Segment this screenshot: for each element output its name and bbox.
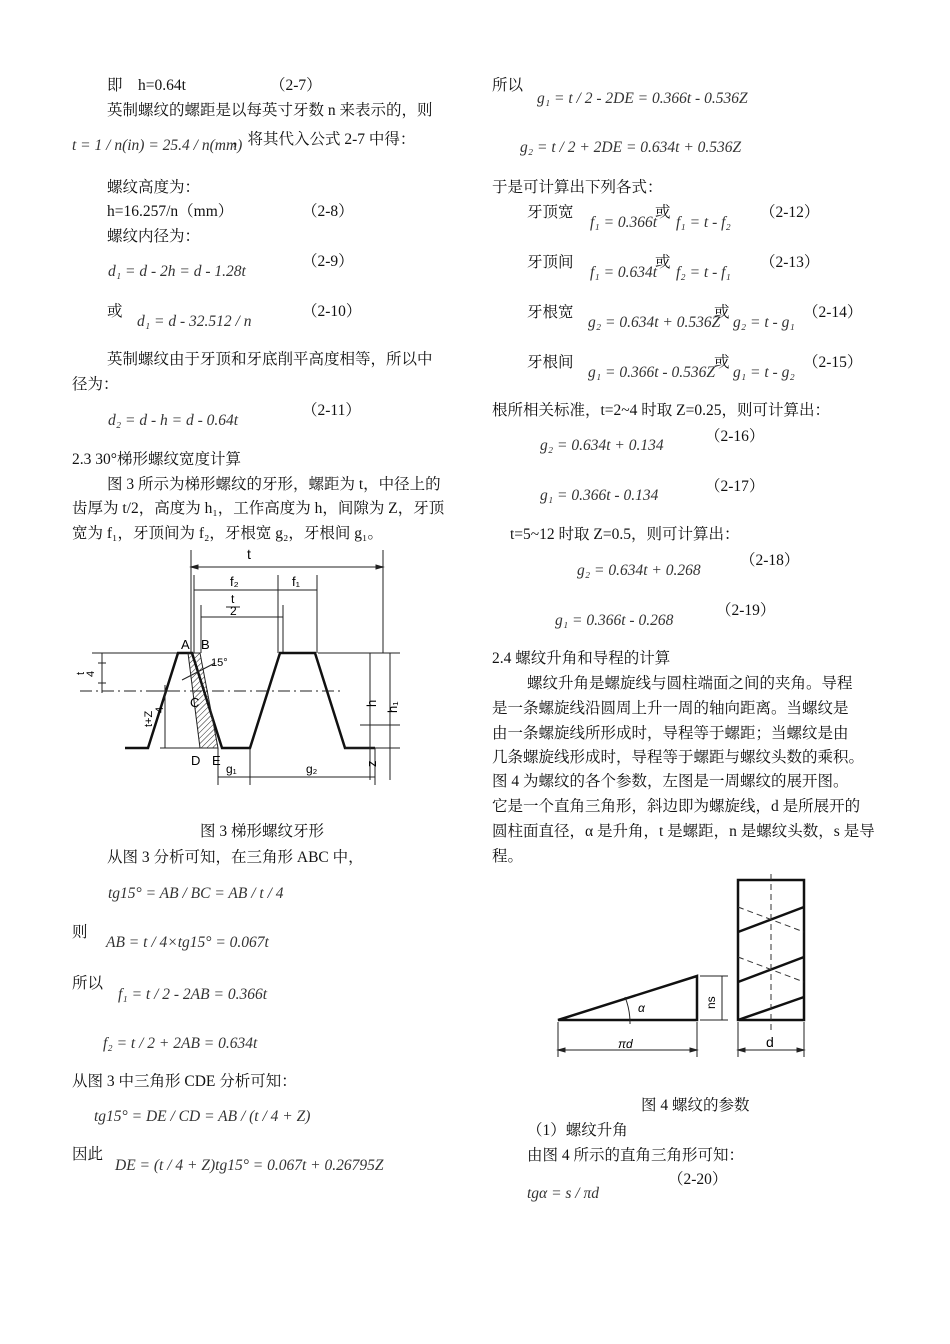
body-text: 所以 bbox=[72, 975, 104, 992]
body-text: 或 bbox=[655, 254, 671, 271]
eq-number: （2-18） bbox=[740, 552, 800, 569]
fig3-label-D: D bbox=[191, 753, 201, 768]
body-text: 几条螺旋线形成时，导程等于螺距与螺纹头数的乘积。 bbox=[492, 749, 865, 766]
equation: g₂ = 0.634t + 0.134 bbox=[540, 437, 664, 454]
body-text: 英制螺纹的螺距是以每英寸牙数 n 来表示的，则 bbox=[107, 102, 433, 119]
thread-parameters-figure bbox=[550, 872, 825, 1062]
body-text: 根所相关标准，t=2~4 时取 Z=0.25，则可计算出： bbox=[492, 402, 831, 419]
equation: g₁ = 0.366t - 0.134 bbox=[540, 487, 659, 504]
body-text: 或 bbox=[107, 303, 123, 320]
fig3-label-t: t bbox=[247, 546, 251, 562]
body-text: 则 bbox=[72, 924, 88, 941]
fig3-label-t4-num: t bbox=[75, 671, 87, 675]
body-text: 程。 bbox=[492, 848, 524, 865]
equation: f₂ = t / 2 + 2AB = 0.634t bbox=[103, 1035, 258, 1052]
row-label: 牙根间 bbox=[527, 354, 574, 371]
body-text: 圆柱面直径，α 是升角，t 是螺距，n 是螺纹头数，s 是导 bbox=[492, 823, 875, 840]
eq-number: （2-12） bbox=[760, 204, 820, 221]
fig3-label-f1: f₁ bbox=[292, 574, 300, 589]
fig3-label-A: A bbox=[181, 637, 190, 652]
fig4-label-pid: πd bbox=[618, 1037, 633, 1051]
body-text: 图 4 为螺纹的各个参数，左图是一周螺纹的展开图。 bbox=[492, 773, 849, 790]
body-text: 所以 bbox=[492, 77, 524, 94]
eq-number: （2-15） bbox=[803, 354, 863, 371]
trapezoidal-thread-figure bbox=[70, 545, 400, 790]
body-text: 径为： bbox=[72, 376, 119, 393]
equation: d₁ = d - 32.512 / n bbox=[137, 313, 252, 330]
figure-caption: 图 4 螺纹的参数 bbox=[641, 1097, 750, 1114]
body-text: ，将其代入公式 2-7 中得： bbox=[232, 131, 416, 148]
section-heading: 2.4 螺纹升角和导程的计算 bbox=[492, 650, 671, 667]
eq-number: （2-19） bbox=[716, 602, 776, 619]
body-text: 图 3 所示为梯形螺纹的牙形，螺距为 t，中径上的 bbox=[107, 476, 441, 493]
equation: g₁ = 0.366t - 0.268 bbox=[555, 612, 674, 629]
row-label: 牙顶间 bbox=[527, 254, 574, 271]
fig4-label-ns: ns bbox=[704, 996, 718, 1009]
equation: f₁ = 0.366t bbox=[590, 214, 658, 231]
eq-number: （2-8） bbox=[302, 203, 354, 220]
fig3-label-h: h bbox=[364, 699, 379, 707]
eq-number: （2-11） bbox=[302, 402, 361, 419]
equation: d₂ = d - h = d - 0.64t bbox=[108, 412, 239, 429]
equation: f₂ = t - f₁ bbox=[676, 264, 731, 281]
body-text: 英制螺纹由于牙顶和牙底削平高度相等，所以中 bbox=[107, 351, 433, 368]
equation: g₂ = t - g₁ bbox=[733, 314, 795, 331]
equation: g₂ = t / 2 + 2DE = 0.634t + 0.536Z bbox=[520, 139, 742, 156]
fig4-label-alpha: α bbox=[638, 1001, 645, 1015]
equation: f₁ = 0.634t bbox=[590, 264, 658, 281]
equation: g₁ = t - g₂ bbox=[733, 364, 795, 381]
row-label: 牙根宽 bbox=[527, 304, 574, 321]
section-heading: 2.3 30°梯形螺纹宽度计算 bbox=[72, 451, 241, 468]
body-text: 或 bbox=[714, 354, 730, 371]
body-text: 螺纹内径为： bbox=[107, 228, 201, 245]
fig3-label-t4z-den: 4 bbox=[154, 706, 166, 713]
body-text: 于是可计算出下列各式： bbox=[492, 179, 663, 196]
fig3-label-B: B bbox=[201, 637, 210, 652]
eq-number: （2-13） bbox=[760, 254, 820, 271]
body-text: 或 bbox=[655, 204, 671, 221]
eq-number: （2-16） bbox=[705, 428, 765, 445]
fig3-label-h1: h₁ bbox=[385, 701, 400, 713]
fig3-label-f2: f₂ bbox=[230, 574, 239, 589]
fig3-label-g1: g₁ bbox=[226, 762, 237, 776]
body-text: 从图 3 中三角形 CDE 分析可知： bbox=[72, 1073, 297, 1090]
equation: DE = (t / 4 + Z)tg15° = 0.067t + 0.26795Z bbox=[115, 1157, 384, 1174]
fig3-label-E: E bbox=[212, 753, 221, 768]
equation: t = 1 / n(in) = 25.4 / n(mm) bbox=[72, 137, 243, 154]
figure-caption: 图 3 梯形螺纹牙形 bbox=[200, 823, 325, 840]
equation: d₁ = d - 2h = d - 1.28t bbox=[108, 263, 246, 280]
eq-number: （2-14） bbox=[803, 304, 863, 321]
body-text: 因此 bbox=[72, 1146, 104, 1163]
equation: g₁ = 0.366t - 0.536Z bbox=[588, 364, 715, 381]
equation: g₁ = t / 2 - 2DE = 0.366t - 0.536Z bbox=[537, 90, 748, 107]
body-text: 从图 3 分析可知，在三角形 ABC 中， bbox=[107, 849, 364, 866]
fig3-label-t2-den: 2 bbox=[230, 604, 237, 618]
equation: tg15° = AB / BC = AB / t / 4 bbox=[108, 885, 284, 902]
body-text: 宽为 f₁，牙顶间为 f₂，牙根宽 g₂，牙根间 g₁。 bbox=[72, 525, 383, 542]
equation: g₂ = 0.634t + 0.268 bbox=[577, 562, 701, 579]
eq-number: （2-9） bbox=[302, 253, 354, 270]
fig3-label-g2: g₂ bbox=[306, 762, 318, 776]
equation: g₂ = 0.634t + 0.536Z bbox=[588, 314, 721, 331]
body-text: 螺纹高度为： bbox=[107, 179, 201, 196]
body-text: 螺纹升角是螺旋线与圆柱端面之间的夹角。导程 bbox=[527, 675, 853, 692]
body-text: 由图 4 所示的直角三角形可知： bbox=[527, 1147, 745, 1164]
fig3-label-C: C bbox=[190, 695, 200, 710]
body-text: 齿厚为 t/2，高度为 h₁，工作高度为 h，间隙为 Z，牙顶 bbox=[72, 500, 445, 517]
row-label: 牙顶宽 bbox=[527, 204, 574, 221]
body-text: 由一条螺旋线所形成时，导程等于螺距；当螺纹是由 bbox=[492, 725, 849, 742]
eq-line: h=16.257/n（mm） bbox=[107, 203, 234, 220]
fig3-label-z: z bbox=[364, 760, 379, 767]
equation: f₁ = t / 2 - 2AB = 0.366t bbox=[118, 986, 268, 1003]
eq-number: （2-20） bbox=[668, 1171, 728, 1188]
fig3-label-t4-den: 4 bbox=[85, 670, 97, 677]
eq-number: （2-7） bbox=[270, 77, 322, 94]
fig3-label-t2-num: t bbox=[231, 592, 235, 606]
equation: tg15° = DE / CD = AB / (t / 4 + Z) bbox=[94, 1108, 311, 1125]
body-text: 它是一个直角三角形，斜边即为螺旋线，d 是所展开的 bbox=[492, 798, 861, 815]
fig3-label-t4z: t+Z bbox=[143, 710, 155, 727]
subsection-heading: （1）螺纹升角 bbox=[527, 1122, 628, 1139]
equation: AB = t / 4×tg15° = 0.067t bbox=[106, 934, 269, 951]
body-text: 或 bbox=[714, 304, 730, 321]
eq-line-h: 即 h=0.64t bbox=[107, 77, 186, 94]
fig3-label-15deg: 15° bbox=[211, 657, 228, 669]
eq-number: （2-17） bbox=[705, 478, 765, 495]
body-text: t=5~12 时取 Z=0.5，则可计算出： bbox=[510, 526, 740, 543]
eq-number: （2-10） bbox=[302, 303, 362, 320]
equation: f₁ = t - f₂ bbox=[676, 214, 731, 231]
body-text: 是一条螺旋线沿圆周上升一周的轴向距离。当螺纹是 bbox=[492, 700, 849, 717]
equation: tgα = s / πd bbox=[527, 1185, 600, 1202]
fig4-label-d: d bbox=[766, 1034, 774, 1050]
